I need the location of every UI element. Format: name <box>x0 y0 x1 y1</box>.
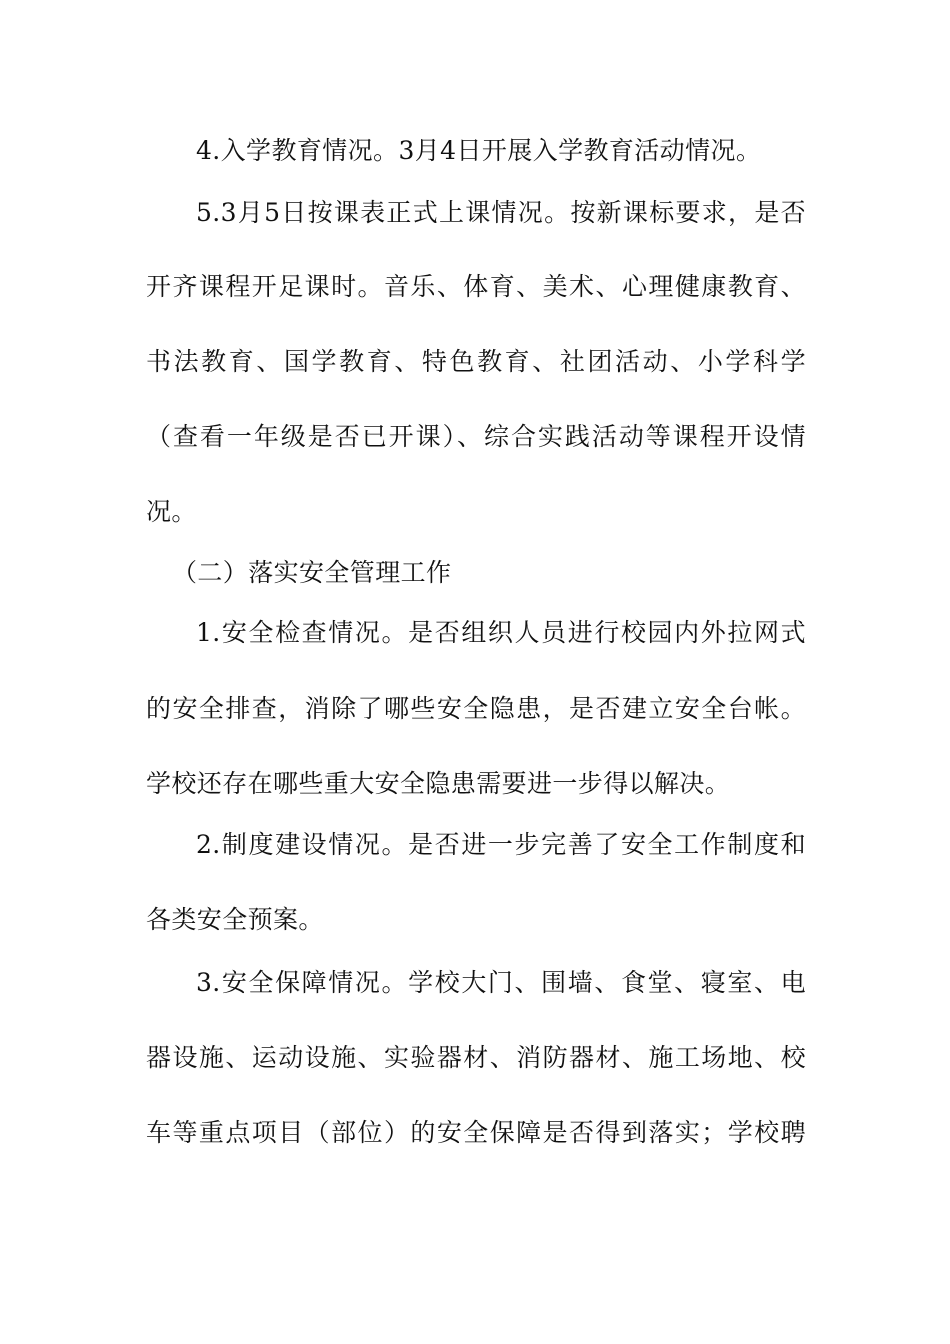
paragraph-line-1: 4.入学教育情况。3月4日开展入学教育活动情况。 <box>196 136 762 165</box>
paragraph-line-8: 1.安全检查情况。是否组织人员进行校园内外拉网式 <box>196 618 806 647</box>
paragraph-line-12: 各类安全预案。 <box>146 905 324 934</box>
paragraph-line-13: 3.安全保障情况。学校大门、围墙、食堂、寝室、电 <box>196 968 806 997</box>
paragraph-line-5: （查看一年级是否已开课）、综合实践活动等课程开设情 <box>146 422 806 451</box>
paragraph-line-10: 学校还存在哪些重大安全隐患需要进一步得以解决。 <box>146 769 731 798</box>
paragraph-line-15: 车等重点项目（部位）的安全保障是否得到落实；学校聘 <box>146 1118 806 1147</box>
paragraph-line-2: 5.3月5日按课表正式上课情况。按新课标要求，是否 <box>196 198 806 227</box>
paragraph-line-9: 的安全排查，消除了哪些安全隐患，是否建立安全台帐。 <box>146 694 806 723</box>
paragraph-line-3: 开齐课程开足课时。音乐、体育、美术、心理健康教育、 <box>146 272 806 301</box>
paragraph-line-14: 器设施、运动设施、实验器材、消防器材、施工场地、校 <box>146 1043 806 1072</box>
paragraph-line-11: 2.制度建设情况。是否进一步完善了安全工作制度和 <box>196 830 806 859</box>
paragraph-line-4: 书法教育、国学教育、特色教育、社团活动、小学科学 <box>146 347 806 376</box>
section-heading: （二）落实安全管理工作 <box>172 558 452 587</box>
paragraph-line-6: 况。 <box>146 497 197 526</box>
